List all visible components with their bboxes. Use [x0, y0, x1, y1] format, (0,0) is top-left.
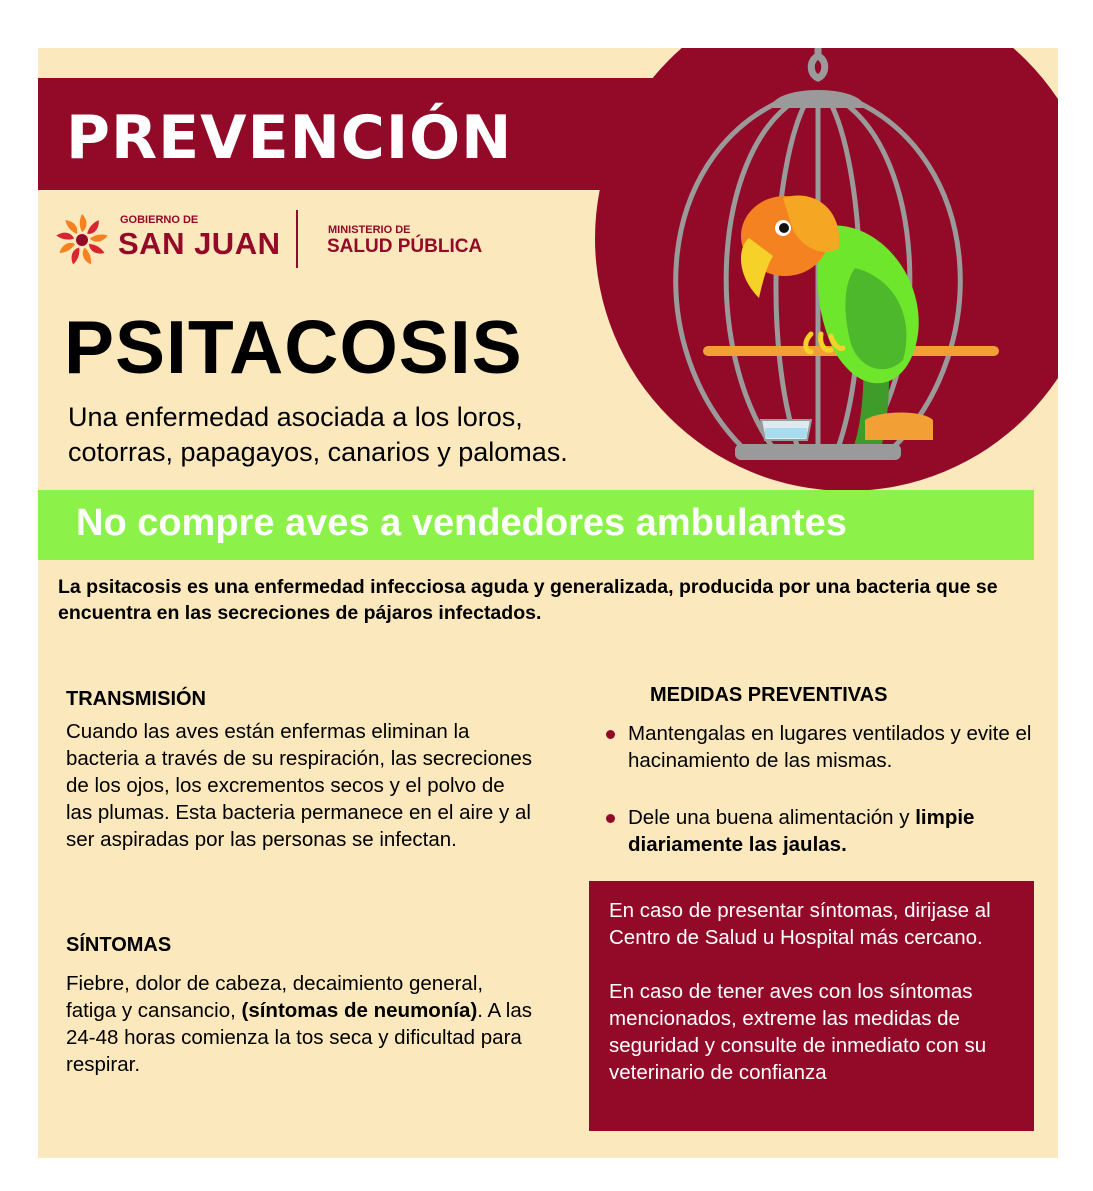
preventive-list [604, 720, 1044, 888]
symptoms-text [66, 970, 536, 1078]
notice-paragraph-2: En caso de tener aves con los síntomas mencionados, extreme las medidas de seguridad y consulte de inmediato con su veterinario de confianza [609, 980, 987, 1084]
symptoms-text-part1: Fiebre, dolor de cabeza, decaimiento general, fatiga y cansancio, [66, 972, 484, 1022]
warning-text: No compre aves a vendedores ambulantes [76, 502, 847, 544]
institution-logos [54, 208, 514, 274]
health-ministry-label: SALUD PÚBLICA [327, 236, 483, 257]
bullet-dot-icon [606, 730, 615, 739]
preventive-item-text: Dele una buena alimentación y [628, 806, 916, 829]
bullet-dot-icon [606, 814, 615, 823]
symptoms-heading: SÍNTOMAS [66, 934, 172, 956]
subtitle: Una enfermedad asociada a los loros, cotorras, papagayos, canarios y palomas. [68, 402, 568, 467]
preventive-item-text: Mantengalas en lugares ventilados y evite el hacinamiento de las mismas. [628, 722, 1032, 772]
transmission-text: Cuando las aves están enfermas eliminan la bacteria a través de su respiración, las secreciones de los ojos, los excrementos secos y el polvo de las plumas. Esta bacteria permanece en el aire y al ser aspiradas por las personas se infectan. [66, 720, 533, 851]
government-label: GOBIERNO DE [120, 214, 199, 226]
notice-paragraph-1: En caso de presentar síntomas, dirijase al Centro de Salud u Hospital más cercano. [609, 899, 991, 949]
list-item [604, 804, 1044, 858]
intro-paragraph: La psitacosis es una enfermedad infecciosa aguda y generalizada, producida por una bacteria que se encuentra en las secreciones de pájaros infectados. [58, 576, 998, 624]
san-juan-label: SAN JUAN [118, 226, 281, 261]
transmission-heading: TRANSMISIÓN [66, 688, 206, 710]
preventive-item-bold: limpie diariamente las jaulas. [628, 806, 975, 856]
list-item [604, 720, 1044, 774]
poster [38, 48, 1058, 1158]
parrot-in-cage-illustration-icon [633, 48, 1003, 468]
symptoms-text-part2: . A las 24-48 horas comienza la tos seca y dificultad para respirar. [66, 999, 532, 1076]
banner-title: PREVENCIÓN [66, 103, 513, 173]
ministry-label: MINISTERIO DE [328, 224, 411, 236]
preventive-heading: MEDIDAS PREVENTIVAS [650, 684, 888, 706]
san-juan-sun-logo-icon [54, 212, 110, 268]
notice-box [589, 881, 1034, 1131]
symptoms-text-bold: (síntomas de neumonía) [241, 999, 478, 1022]
warning-banner [38, 490, 1034, 560]
page-title: PSITACOSIS [64, 305, 523, 389]
logo-divider [296, 210, 298, 268]
